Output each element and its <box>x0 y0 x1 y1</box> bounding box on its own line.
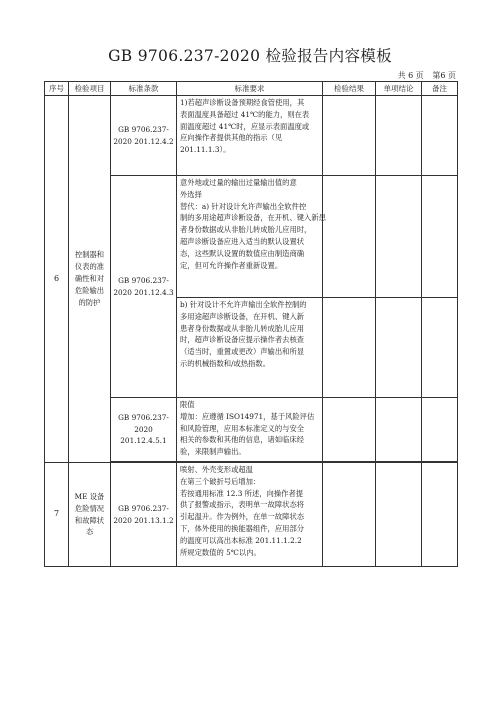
conclusion-cell[interactable] <box>376 176 422 298</box>
header-requirement: 标准要求 <box>177 82 323 96</box>
clause-cell: GB 9706.237-2020 201.12.4.2 <box>111 96 177 176</box>
result-cell[interactable] <box>323 176 376 298</box>
row-item: 控制器和仪表的准确性和对危险输出的防护 <box>69 96 111 463</box>
page-current: 第6 页 <box>432 71 456 80</box>
page-total: 共 6 页 <box>397 71 424 80</box>
header-number: 序号 <box>45 82 69 96</box>
requirement-cell: 意外地或过量的输出过量输出值的意 外选择 替代：a) 针对设计允许声输出全软件控 制的多用途超声诊断设备，在开机、键入新患 者身份数据或从非胎儿转成胎儿应用时， 超声诊断设备应进入适当的默认设置状 态，这些默认设置的数值应由制造商确 定，但可允许操作者重新设置。 <box>177 176 323 298</box>
table-row <box>45 96 458 176</box>
header-clause: 标准条款 <box>111 82 177 96</box>
page-info <box>392 70 456 81</box>
conclusion-cell[interactable] <box>376 463 422 567</box>
result-cell[interactable] <box>323 96 376 176</box>
table-row <box>45 463 458 567</box>
header-result: 检验结果 <box>323 82 376 96</box>
report-table <box>44 81 458 567</box>
requirement-cell: 限值 增加：应遵循 ISO14971，基于风险评估 和风险管理，应用本标准定义的与安全 相关的参数和其他的信息，诸如临床经 验，来限制声输出。 <box>177 398 323 462</box>
remark-cell[interactable] <box>422 176 458 298</box>
page-title: GB 9706.237-2020 检验报告内容模板 <box>108 47 392 65</box>
row-item: ME 设备危险情况和故障状态 <box>69 463 111 567</box>
result-cell[interactable] <box>323 298 376 398</box>
header-conclusion: 单项结论 <box>376 82 422 96</box>
result-cell[interactable] <box>323 398 376 462</box>
requirement-cell: 1)若超声诊断设备预期经食管使用，其 表面温度具备超过 41℃的能力，则在表 面温度超过 41℃时，应显示表面温度或 应向操作者提供其他的指示（见 201.11.1.3）。 <box>177 96 323 176</box>
row-number: 6 <box>45 96 69 463</box>
remark-cell[interactable] <box>422 463 458 567</box>
row-number: 7 <box>45 463 69 567</box>
header-row <box>45 82 458 96</box>
remark-cell[interactable] <box>422 298 458 398</box>
remark-cell[interactable] <box>422 398 458 462</box>
clause-cell: GB 9706.237-2020 201.12.4.5.1 <box>111 398 177 462</box>
conclusion-cell[interactable] <box>376 398 422 462</box>
conclusion-cell[interactable] <box>376 96 422 176</box>
requirement-cell: b) 针对设计不允许声输出全软件控制的 多用途超声诊断设备，在开机、键入新 患者身份数据或从非胎儿转成胎儿应用 时，超声诊断设备应提示操作者去核查 （适当时，重置或更改）声输出和所显 示的机械指数和/或热指数。 <box>177 298 323 398</box>
conclusion-cell[interactable] <box>376 298 422 398</box>
header-remark: 备注 <box>422 82 458 96</box>
requirement-cell: 喷射、外壳变形或超温 在第三个破折号后增加： 若按通用标准 12.3 所述，向操作者提 供了报警或指示，表明单一故障状态将 引起温升。作为例外，在单一故障状态 下，体外使用的换能器组件，应用部分 的温度可以高出本标准 201.11.1.2.2 所规定数值的 5℃以内。 <box>177 463 323 567</box>
remark-cell[interactable] <box>422 96 458 176</box>
header-item: 检验项目 <box>69 82 111 96</box>
clause-cell: GB 9706.237-2020 201.12.4.3 <box>111 176 177 398</box>
clause-cell: GB 9706.237-2020 201.13.1.2 <box>111 463 177 567</box>
result-cell[interactable] <box>323 463 376 567</box>
